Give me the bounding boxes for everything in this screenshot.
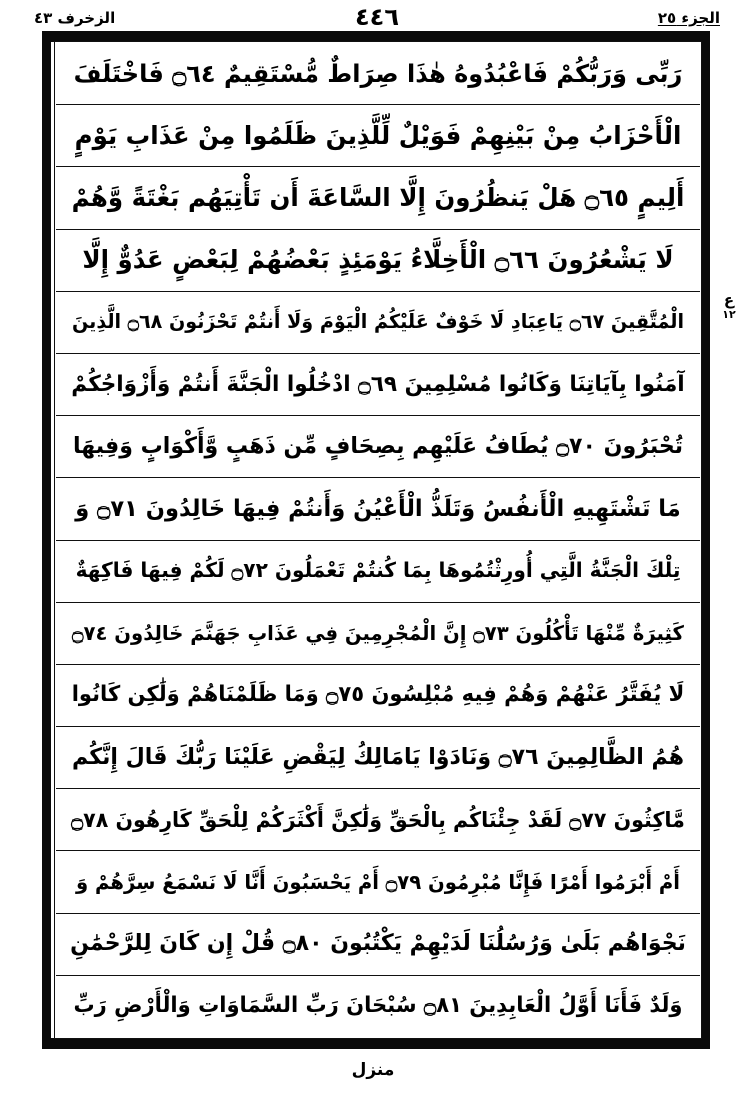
- ayah-line: [56, 105, 700, 167]
- ayah-text: مَّاكِثُونَ ۝٧٧ لَقَدْ جِئْنَاكُم بِالْحَقِّ وَلَٰكِنَّ أَكْثَرَكُمْ لِلْحَقِّ كَارِهُونَ ۝٧٨: [71, 807, 685, 832]
- ayah-text: مَا تَشْتَهِيهِ الْأَنفُسُ وَتَلَذُّ الْأَعْيُنُ وَأَنتُمْ فِيهَا خَالِدُونَ ۝٧١ وَ: [75, 495, 681, 522]
- ayah-text: أَمْ أَبْرَمُوا أَمْرًا فَإِنَّا مُبْرِمُونَ ۝٧٩ أَمْ يَحْسَبُونَ أَنَّا لَا نَسْمَعُ سِرَّهُمْ وَ: [76, 869, 680, 894]
- ayah-text: نَجْوَاهُم بَلَىٰ وَرُسُلُنَا لَدَيْهِمْ يَكْتُبُونَ ۝٨٠ قُلْ إِن كَانَ لِلرَّحْمَٰنِ: [70, 930, 686, 957]
- ayah-line: [56, 43, 700, 105]
- ayah-line: [56, 851, 700, 913]
- ayah-line: [56, 914, 700, 976]
- quran-text-body: [56, 43, 700, 1037]
- ayah-line: [56, 478, 700, 540]
- ruku-marker: [716, 292, 742, 322]
- ayah-line: [56, 976, 700, 1037]
- ayah-text: الْأَحْزَابُ مِنْ بَيْنِهِمْ فَوَيْلٌ لِّلَّذِينَ ظَلَمُوا مِنْ عَذَابِ يَوْمٍ: [74, 120, 682, 150]
- ayah-line: [56, 665, 700, 727]
- juz-label: الجزء ٢٥: [657, 8, 720, 27]
- ayah-text: الْمُتَّقِينَ ۝٦٧ يَاعِبَادِ لَا خَوْفٌ عَلَيْكُمُ الْيَوْمَ وَلَا أَنتُمْ تَحْزَنُونَ ۝٦٨ الَّذِينَ: [71, 310, 685, 334]
- ayah-text: هُمُ الظَّالِمِينَ ۝٧٦ وَنَادَوْا يَامَالِكُ لِيَقْضِ عَلَيْنَا رَبُّكَ قَالَ إِنَّكُم: [71, 743, 685, 770]
- ayah-line: [56, 230, 700, 292]
- ayah-text: لَا يُفَتَّرُ عَنْهُمْ وَهُمْ فِيهِ مُبْلِسُونَ ۝٧٥ وَمَا ظَلَمْنَاهُمْ وَلَٰكِن كَانُوا: [71, 682, 685, 708]
- manzil-label: منزل: [351, 1060, 395, 1080]
- ayah-text: تُحْبَرُونَ ۝٧٠ يُطَافُ عَلَيْهِم بِصِحَافٍ مِّن ذَهَبٍ وَّأَكْوَابٍ وَفِيهَا: [72, 432, 684, 459]
- surah-label: الزخرف ٤٣: [34, 8, 116, 27]
- ayah-line: [56, 789, 700, 851]
- page-header: [34, 4, 720, 32]
- ayah-text: تِلْكَ الْجَنَّةُ الَّتِي أُورِثْتُمُوهَا بِمَا كُنتُمْ تَعْمَلُونَ ۝٧٢ لَكُمْ فِيهَا فَاكِهَةٌ: [75, 558, 681, 583]
- ruku-number: ١٢: [722, 308, 736, 322]
- ayah-line: [56, 416, 700, 478]
- ayah-line: [56, 354, 700, 416]
- ayah-line: [56, 603, 700, 665]
- ayah-line: [56, 167, 700, 229]
- ayah-text: آمَنُوا بِآيَاتِنَا وَكَانُوا مُسْلِمِينَ ۝٦٩ ادْخُلُوا الْجَنَّةَ أَنتُمْ وَأَزْوَاجُكُمْ: [71, 371, 685, 397]
- ruku-letter-icon: ع: [723, 291, 735, 309]
- ayah-line: [56, 292, 700, 354]
- ayah-text: رَبِّى وَرَبُّكُمْ فَاعْبُدُوهُ هٰذَا صِرَاطٌ مُّسْتَقِيمٌ ۝٦٤ فَاخْتَلَفَ: [73, 58, 683, 88]
- ayah-line: [56, 541, 700, 603]
- ayah-line: [56, 727, 700, 789]
- ayah-text: لَا يَشْعُرُونَ ۝٦٦ الْأَخِلَّاءُ يَوْمَئِذٍ بَعْضُهُمْ لِبَعْضٍ عَدُوٌّ إِلَّا: [82, 245, 674, 275]
- ayah-text: كَثِيرَةٌ مِّنْهَا تَأْكُلُونَ ۝٧٣ إِنَّ الْمُجْرِمِينَ فِي عَذَابِ جَهَنَّمَ خَالِدُونَ ۝٧٤: [72, 620, 684, 645]
- ayah-text: أَلِيمٍ ۝٦٥ هَلْ يَنظُرُونَ إِلَّا السَّاعَةَ أَن تَأْتِيَهُم بَغْتَةً وَّهُمْ: [71, 182, 685, 212]
- page-number: ٤٤٦: [355, 3, 399, 31]
- ayah-text: وَلَدٌ فَأَنَا أَوَّلُ الْعَابِدِينَ ۝٨١ سُبْحَانَ رَبِّ السَّمَاوَاتِ وَالْأَرْضِ رَبِّ: [73, 993, 683, 1019]
